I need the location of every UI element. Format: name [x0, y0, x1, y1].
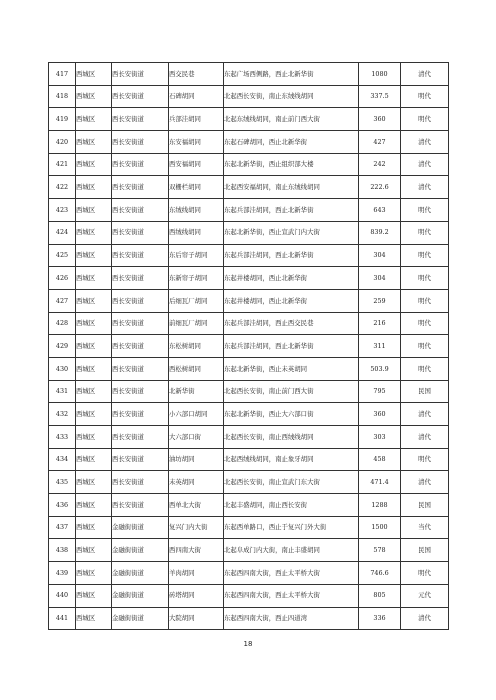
- extent-cell: 北起西绒线胡同，南止象牙胡同: [224, 448, 359, 471]
- extent-cell: 北起丰盛胡同，南止西长安街: [224, 494, 359, 517]
- district-cell: 西城区: [76, 108, 112, 131]
- extent-cell: 东起西四南大街，西止四道湾: [224, 607, 359, 630]
- row-number: 422: [49, 176, 76, 199]
- era-cell: 明代: [401, 108, 449, 131]
- extent-cell: 东起井楼胡同，西止北新华街: [224, 267, 359, 290]
- table-row: [49, 584, 449, 607]
- hutong-name-cell: 西四南大街: [169, 539, 224, 562]
- hutong-name-cell: 复兴门内大街: [169, 516, 224, 539]
- row-number: 435: [49, 471, 76, 494]
- row-number: 424: [49, 221, 76, 244]
- table-row: [49, 267, 449, 290]
- district-cell: 西城区: [76, 494, 112, 517]
- table-body: [49, 63, 449, 630]
- row-number: 418: [49, 85, 76, 108]
- district-cell: 西城区: [76, 448, 112, 471]
- hutong-name-cell: 西单北大街: [169, 494, 224, 517]
- era-cell: 当代: [401, 516, 449, 539]
- hutong-name-cell: 后细瓦厂胡同: [169, 289, 224, 312]
- extent-cell: 北起西长安街，南止西绒线胡同: [224, 426, 359, 449]
- subdistrict-cell: 金融街街道: [112, 562, 169, 585]
- hutong-name-cell: 西松树胡同: [169, 357, 224, 380]
- subdistrict-cell: 西长安街道: [112, 267, 169, 290]
- table-row: [49, 85, 449, 108]
- subdistrict-cell: 西长安街道: [112, 244, 169, 267]
- hutong-name-cell: 双栅栏胡同: [169, 176, 224, 199]
- subdistrict-cell: 西长安街道: [112, 289, 169, 312]
- length-cell: 578: [359, 539, 401, 562]
- table-row: [49, 357, 449, 380]
- era-cell: 明代: [401, 562, 449, 585]
- row-number: 436: [49, 494, 76, 517]
- length-cell: 1080: [359, 63, 401, 86]
- district-cell: 西城区: [76, 244, 112, 267]
- length-cell: 303: [359, 426, 401, 449]
- table-row: [49, 63, 449, 86]
- length-cell: 805: [359, 584, 401, 607]
- subdistrict-cell: 西长安街道: [112, 108, 169, 131]
- length-cell: 216: [359, 312, 401, 335]
- district-cell: 西城区: [76, 471, 112, 494]
- hutong-records-table: [48, 62, 449, 630]
- extent-cell: 东起北新华街，西止大六部口街: [224, 403, 359, 426]
- length-cell: 304: [359, 267, 401, 290]
- era-cell: 清代: [401, 471, 449, 494]
- hutong-name-cell: 大六部口街: [169, 426, 224, 449]
- hutong-name-cell: 东后帘子胡同: [169, 244, 224, 267]
- length-cell: 839.2: [359, 221, 401, 244]
- length-cell: 746.6: [359, 562, 401, 585]
- era-cell: 明代: [401, 244, 449, 267]
- hutong-name-cell: 西安福胡同: [169, 153, 224, 176]
- subdistrict-cell: 西长安街道: [112, 85, 169, 108]
- district-cell: 西城区: [76, 516, 112, 539]
- table-row: [49, 448, 449, 471]
- district-cell: 西城区: [76, 131, 112, 154]
- hutong-name-cell: 兵部洼胡同: [169, 108, 224, 131]
- era-cell: 民国: [401, 494, 449, 517]
- subdistrict-cell: 西长安街道: [112, 494, 169, 517]
- row-number: 428: [49, 312, 76, 335]
- district-cell: 西城区: [76, 199, 112, 222]
- page-number: 18: [243, 640, 253, 648]
- table-row: [49, 131, 449, 154]
- hutong-name-cell: 羊肉胡同: [169, 562, 224, 585]
- row-number: 419: [49, 108, 76, 131]
- row-number: 429: [49, 335, 76, 358]
- extent-cell: 北起西长安街，南止东绒线胡同: [224, 85, 359, 108]
- length-cell: 643: [359, 199, 401, 222]
- district-cell: 西城区: [76, 403, 112, 426]
- district-cell: 西城区: [76, 426, 112, 449]
- hutong-name-cell: 东安福胡同: [169, 131, 224, 154]
- extent-cell: 北起西长安街，南止前门西大街: [224, 380, 359, 403]
- subdistrict-cell: 西长安街道: [112, 335, 169, 358]
- subdistrict-cell: 西长安街道: [112, 131, 169, 154]
- length-cell: 795: [359, 380, 401, 403]
- extent-cell: 东起西四南大街，西止太平桥大街: [224, 584, 359, 607]
- row-number: 437: [49, 516, 76, 539]
- extent-cell: 东起兵部洼胡同，西止西交民巷: [224, 312, 359, 335]
- length-cell: 360: [359, 403, 401, 426]
- subdistrict-cell: 西长安街道: [112, 199, 169, 222]
- era-cell: 明代: [401, 221, 449, 244]
- district-cell: 西城区: [76, 607, 112, 630]
- table-row: [49, 516, 449, 539]
- subdistrict-cell: 西长安街道: [112, 380, 169, 403]
- hutong-name-cell: 油坊胡同: [169, 448, 224, 471]
- extent-cell: 东起广场西侧路，西止北新华街: [224, 63, 359, 86]
- table-row: [49, 335, 449, 358]
- length-cell: 471.4: [359, 471, 401, 494]
- era-cell: 明代: [401, 267, 449, 290]
- row-number: 426: [49, 267, 76, 290]
- length-cell: 337.5: [359, 85, 401, 108]
- extent-cell: 北起东绒线胡同，南止前门西大街: [224, 108, 359, 131]
- subdistrict-cell: 金融街街道: [112, 584, 169, 607]
- era-cell: 民国: [401, 539, 449, 562]
- district-cell: 西城区: [76, 221, 112, 244]
- subdistrict-cell: 西长安街道: [112, 176, 169, 199]
- era-cell: 明代: [401, 312, 449, 335]
- era-cell: 清代: [401, 426, 449, 449]
- table-row: [49, 494, 449, 517]
- extent-cell: 东起兵部洼胡同，西止北新华街: [224, 335, 359, 358]
- district-cell: 西城区: [76, 584, 112, 607]
- table-row: [49, 380, 449, 403]
- hutong-name-cell: 北新华街: [169, 380, 224, 403]
- table-row: [49, 539, 449, 562]
- district-cell: 西城区: [76, 380, 112, 403]
- district-cell: 西城区: [76, 357, 112, 380]
- length-cell: 1288: [359, 494, 401, 517]
- table-row: [49, 153, 449, 176]
- table-row: [49, 426, 449, 449]
- extent-cell: 东起井楼胡同，西止北新华街: [224, 289, 359, 312]
- row-number: 434: [49, 448, 76, 471]
- table-row: [49, 289, 449, 312]
- subdistrict-cell: 西长安街道: [112, 63, 169, 86]
- subdistrict-cell: 西长安街道: [112, 426, 169, 449]
- table-row: [49, 312, 449, 335]
- era-cell: 明代: [401, 357, 449, 380]
- length-cell: 259: [359, 289, 401, 312]
- row-number: 421: [49, 153, 76, 176]
- subdistrict-cell: 西长安街道: [112, 221, 169, 244]
- length-cell: 427: [359, 131, 401, 154]
- district-cell: 西城区: [76, 85, 112, 108]
- era-cell: 清代: [401, 403, 449, 426]
- subdistrict-cell: 金融街街道: [112, 607, 169, 630]
- subdistrict-cell: 西长安街道: [112, 312, 169, 335]
- extent-cell: 东起西四南大街，西止太平桥大街: [224, 562, 359, 585]
- extent-cell: 东起北新华街，西止未英胡同: [224, 357, 359, 380]
- hutong-name-cell: 西绒线胡同: [169, 221, 224, 244]
- length-cell: 1500: [359, 516, 401, 539]
- era-cell: 民国: [401, 380, 449, 403]
- table-row: [49, 403, 449, 426]
- table-row: [49, 607, 449, 630]
- hutong-name-cell: 未英胡同: [169, 471, 224, 494]
- district-cell: 西城区: [76, 176, 112, 199]
- table-row: [49, 244, 449, 267]
- table-row: [49, 562, 449, 585]
- subdistrict-cell: 金融街街道: [112, 516, 169, 539]
- hutong-name-cell: 前细瓦厂胡同: [169, 312, 224, 335]
- hutong-name-cell: 东绒线胡同: [169, 199, 224, 222]
- row-number: 431: [49, 380, 76, 403]
- district-cell: 西城区: [76, 289, 112, 312]
- district-cell: 西城区: [76, 562, 112, 585]
- extent-cell: 东起北新华街，西止组织部大楼: [224, 153, 359, 176]
- extent-cell: 北起西安福胡同，南止东绒线胡同: [224, 176, 359, 199]
- hutong-name-cell: 东松树胡同: [169, 335, 224, 358]
- row-number: 441: [49, 607, 76, 630]
- row-number: 440: [49, 584, 76, 607]
- hutong-name-cell: 东新帘子胡同: [169, 267, 224, 290]
- extent-cell: 东起北新华街，西止宣武门内大街: [224, 221, 359, 244]
- hutong-name-cell: 石碑胡同: [169, 85, 224, 108]
- table-row: [49, 199, 449, 222]
- subdistrict-cell: 西长安街道: [112, 357, 169, 380]
- extent-cell: 东起兵部洼胡同，西止北新华街: [224, 244, 359, 267]
- era-cell: 明代: [401, 448, 449, 471]
- row-number: 423: [49, 199, 76, 222]
- hutong-name-cell: 砖塔胡同: [169, 584, 224, 607]
- hutong-name-cell: 西交民巷: [169, 63, 224, 86]
- row-number: 425: [49, 244, 76, 267]
- district-cell: 西城区: [76, 63, 112, 86]
- era-cell: 清代: [401, 131, 449, 154]
- table-row: [49, 221, 449, 244]
- extent-cell: 东起石碑胡同，西止北新华街: [224, 131, 359, 154]
- era-cell: 清代: [401, 607, 449, 630]
- subdistrict-cell: 西长安街道: [112, 153, 169, 176]
- extent-cell: 北起阜成门内大街，南止丰盛胡同: [224, 539, 359, 562]
- row-number: 430: [49, 357, 76, 380]
- district-cell: 西城区: [76, 335, 112, 358]
- era-cell: 清代: [401, 63, 449, 86]
- row-number: 439: [49, 562, 76, 585]
- era-cell: 明代: [401, 199, 449, 222]
- row-number: 427: [49, 289, 76, 312]
- subdistrict-cell: 西长安街道: [112, 471, 169, 494]
- row-number: 417: [49, 63, 76, 86]
- row-number: 420: [49, 131, 76, 154]
- subdistrict-cell: 西长安街道: [112, 448, 169, 471]
- length-cell: 242: [359, 153, 401, 176]
- row-number: 433: [49, 426, 76, 449]
- subdistrict-cell: 西长安街道: [112, 403, 169, 426]
- hutong-name-cell: 大院胡同: [169, 607, 224, 630]
- table-row: [49, 108, 449, 131]
- row-number: 438: [49, 539, 76, 562]
- district-cell: 西城区: [76, 153, 112, 176]
- row-number: 432: [49, 403, 76, 426]
- length-cell: 503.9: [359, 357, 401, 380]
- length-cell: 360: [359, 108, 401, 131]
- district-cell: 西城区: [76, 312, 112, 335]
- era-cell: 明代: [401, 289, 449, 312]
- length-cell: 222.6: [359, 176, 401, 199]
- table-row: [49, 471, 449, 494]
- era-cell: 元代: [401, 584, 449, 607]
- length-cell: 304: [359, 244, 401, 267]
- hutong-name-cell: 小六部口胡同: [169, 403, 224, 426]
- extent-cell: 北起西长安街，南止宣武门东大街: [224, 471, 359, 494]
- length-cell: 311: [359, 335, 401, 358]
- extent-cell: 东起兵部洼胡同，西止北新华街: [224, 199, 359, 222]
- length-cell: 336: [359, 607, 401, 630]
- era-cell: 清代: [401, 176, 449, 199]
- subdistrict-cell: 金融街街道: [112, 539, 169, 562]
- era-cell: 明代: [401, 335, 449, 358]
- district-cell: 西城区: [76, 539, 112, 562]
- era-cell: 清代: [401, 153, 449, 176]
- length-cell: 458: [359, 448, 401, 471]
- era-cell: 明代: [401, 85, 449, 108]
- district-cell: 西城区: [76, 267, 112, 290]
- table-row: [49, 176, 449, 199]
- extent-cell: 东起西单路口，西止于复兴门外大街: [224, 516, 359, 539]
